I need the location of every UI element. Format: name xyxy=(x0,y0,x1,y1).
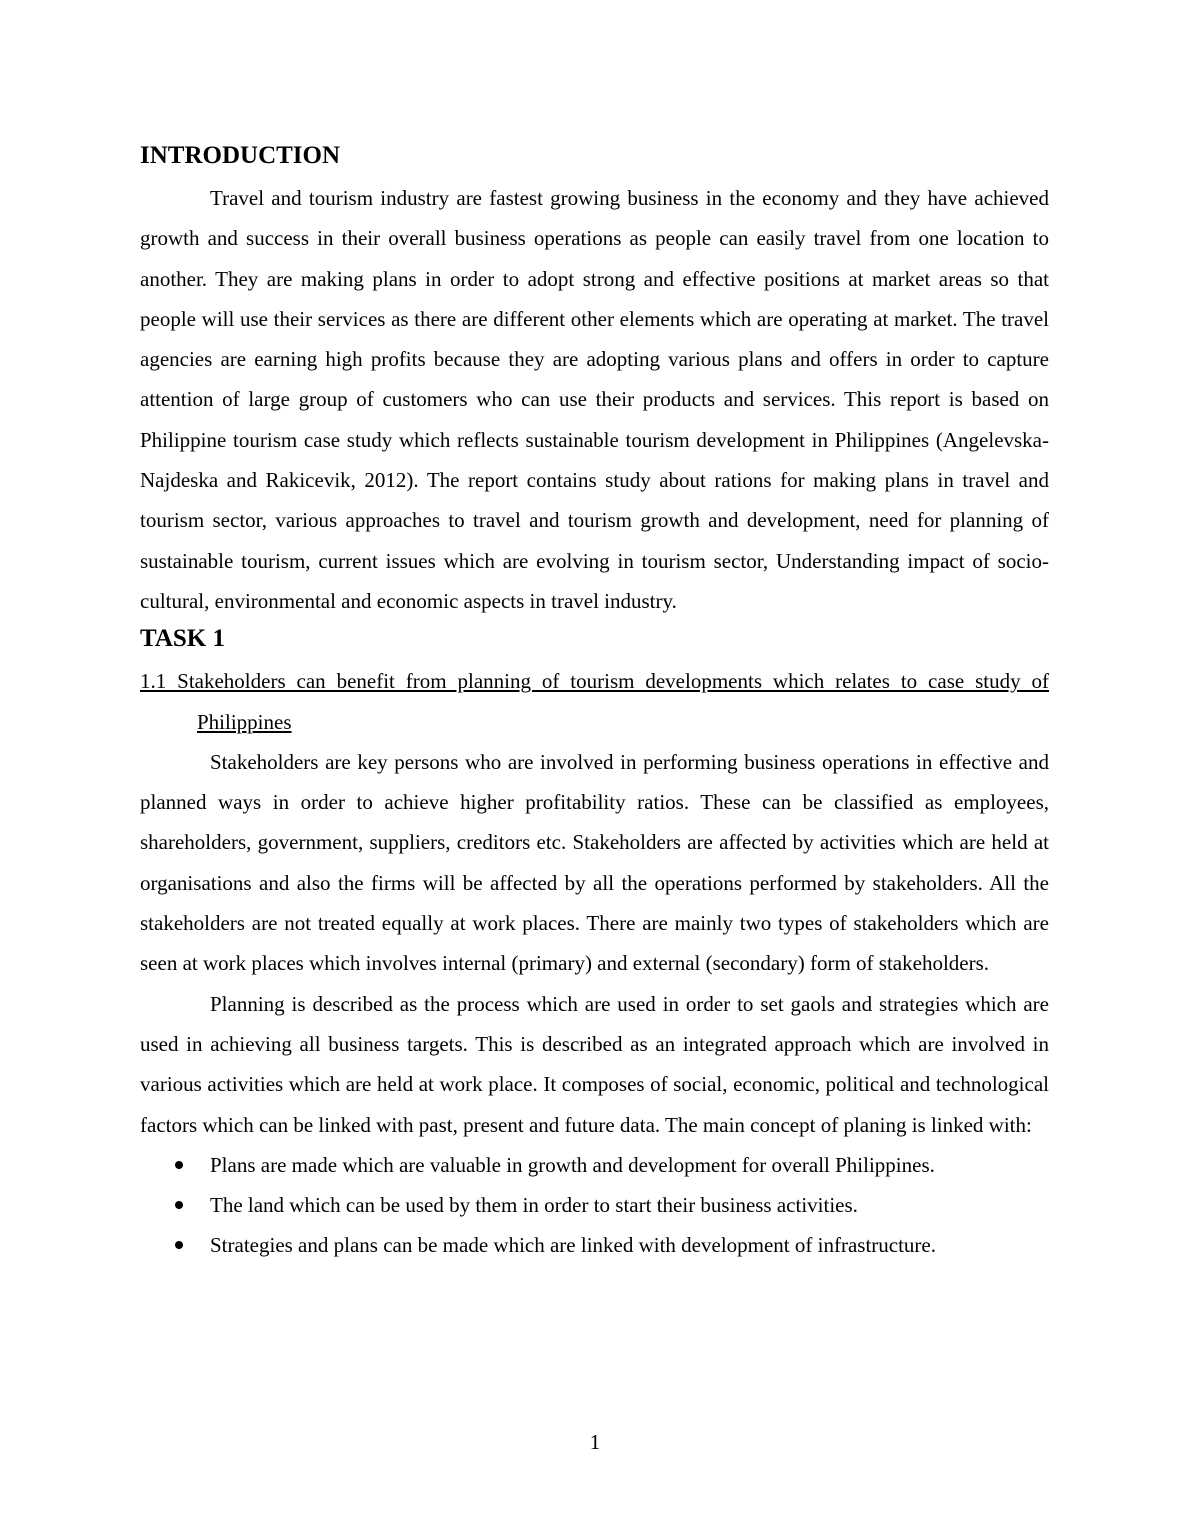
introduction-heading: INTRODUCTION xyxy=(140,142,341,169)
planning-bullet-list xyxy=(140,1145,1049,1266)
stakeholders-paragraph: Stakeholders are key persons who are involved in performing business operations in effective and planned ways in order to achieve higher profitability ratios. These can be classified as employees, shareholders, government, suppliers, creditors etc. Stakeholders are affected by activities which are held at organisations and also the firms will be affected by all the operations performed by stakeholders. All the stakeholders are not treated equally at work places. There are mainly two types of stakeholders which are seen at work places which involves internal (primary) and external (secondary) form of stakeholders. xyxy=(140,749,1049,976)
list-item-text: Plans are made which are valuable in growth and development for overall Philippines. xyxy=(210,1152,935,1177)
page-number: 1 xyxy=(589,1430,601,1454)
list-item-text: Strategies and plans can be made which are linked with development of infrastructure. xyxy=(210,1233,936,1258)
list-item-text: The land which can be used by them in order to start their business activities. xyxy=(210,1193,858,1218)
bullet-icon xyxy=(175,1161,183,1169)
list-item xyxy=(140,1225,1049,1265)
task-1-heading: TASK 1 xyxy=(140,625,225,653)
list-item xyxy=(140,1185,1049,1225)
section-1-1-subheading: 1.1 Stakeholders can benefit from planning of tourism developments which relates to case study of Philippines xyxy=(140,669,1049,734)
planning-paragraph: Planning is described as the process which are used in order to set gaols and strategies which are used in achieving all business targets. This is described as an integrated approach which are involved in various activities which are held at work place. It composes of social, economic, political and technological factors which can be linked with past, present and future data. The main concept of planing is linked with: xyxy=(140,991,1049,1137)
bullet-icon xyxy=(175,1241,183,1249)
bullet-icon xyxy=(175,1201,183,1209)
document-page xyxy=(140,138,1049,1266)
list-item xyxy=(140,1145,1049,1185)
introduction-paragraph: Travel and tourism industry are fastest growing business in the economy and they have achieved growth and success in their overall business operations as people can easily travel from one location to another. They are making plans in order to adopt strong and effective positions at market areas so that people will use their services as there are different other elements which are operating at market. The travel agencies are earning high profits because they are adopting various plans and offers in order to capture attention of large group of customers who can use their products and services. This report is based on Philippine tourism case study which reflects sustainable tourism development in Philippines (Angelevska-Najdeska and Rakicevik, 2012). The report contains study about rations for making plans in travel and tourism sector, various approaches to travel and tourism growth and development, need for planning of sustainable tourism, current issues which are evolving in tourism sector, Understanding impact of socio-cultural, environmental and economic aspects in travel industry. xyxy=(140,186,1049,613)
